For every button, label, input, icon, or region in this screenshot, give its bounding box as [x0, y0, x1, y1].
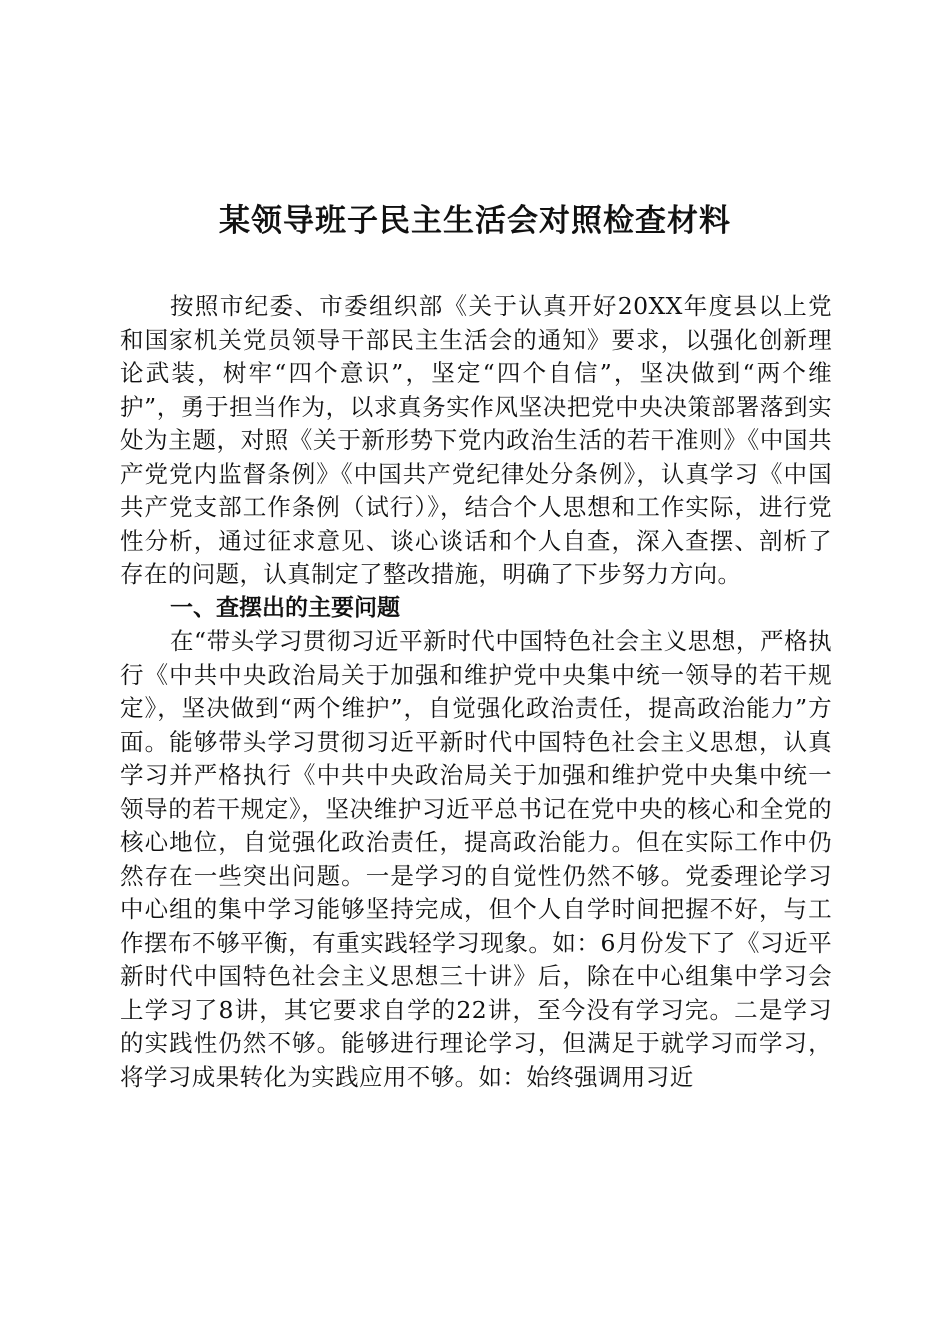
document-title: 某领导班子民主生活会对照检查材料 — [219, 203, 731, 239]
document-body — [120, 290, 832, 1094]
section-paragraph: 在“带头学习贯彻习近平新时代中国特色社会主义思想，严格执行《中共中央政治局关于加强和维护党中央集中统一领导的若干规定》，坚决做到“两个维护”，自觉强化政治责任，提高政治能力”方面。能够带头学习贯彻习近平新时代中国特色社会主义思想，认真学习并严格执行《中共中央政治局关于加强和维护党中央集中统一领导的若干规定》，坚决维护习近平总书记在党中央的核心和全党的核心地位，自觉强化政治责任，提高政治能力。但在实际工作中仍然存在一些突出问题。一是学习的自觉性仍然不够。党委理论学习中心组的集中学习能够坚持完成，但个人自学时间把握不好，与工作摆布不够平衡，有重实践轻学习现象。如：6月份发下了《习近平新时代中国特色社会主义思想三十讲》后，除在中心组集中学习会上学习了8讲，其它要求自学的22讲，至今没有学习完。二是学习的实践性仍然不够。能够进行理论学习，但满足于就学习而学习，将学习成果转化为实践应用不够。如：始终强调用习近 — [120, 627, 832, 1091]
section-heading-main-problems: 一、查摆出的主要问题 — [170, 594, 400, 621]
intro-paragraph: 按照市纪委、市委组织部《关于认真开好20XX年度县以上党和国家机关党员领导干部民主生活会的通知》要求，以强化创新理论武装，树牢“四个意识”，坚定“四个自信”，坚决做到“两个维护”，勇于担当作为，以求真务实作风坚决把党中央决策部署落到实处为主题，对照《关于新形势下党内政治生活的若干准则》《中国共产党党内监督条例》《中国共产党纪律处分条例》，认真学习《中国共产党支部工作条例（试行）》，结合个人思想和工作实际，进行党性分析，通过征求意见、谈心谈话和个人自查，深入查摆、剖析了存在的问题，认真制定了整改措施，明确了下步努力方向。 — [120, 292, 832, 588]
